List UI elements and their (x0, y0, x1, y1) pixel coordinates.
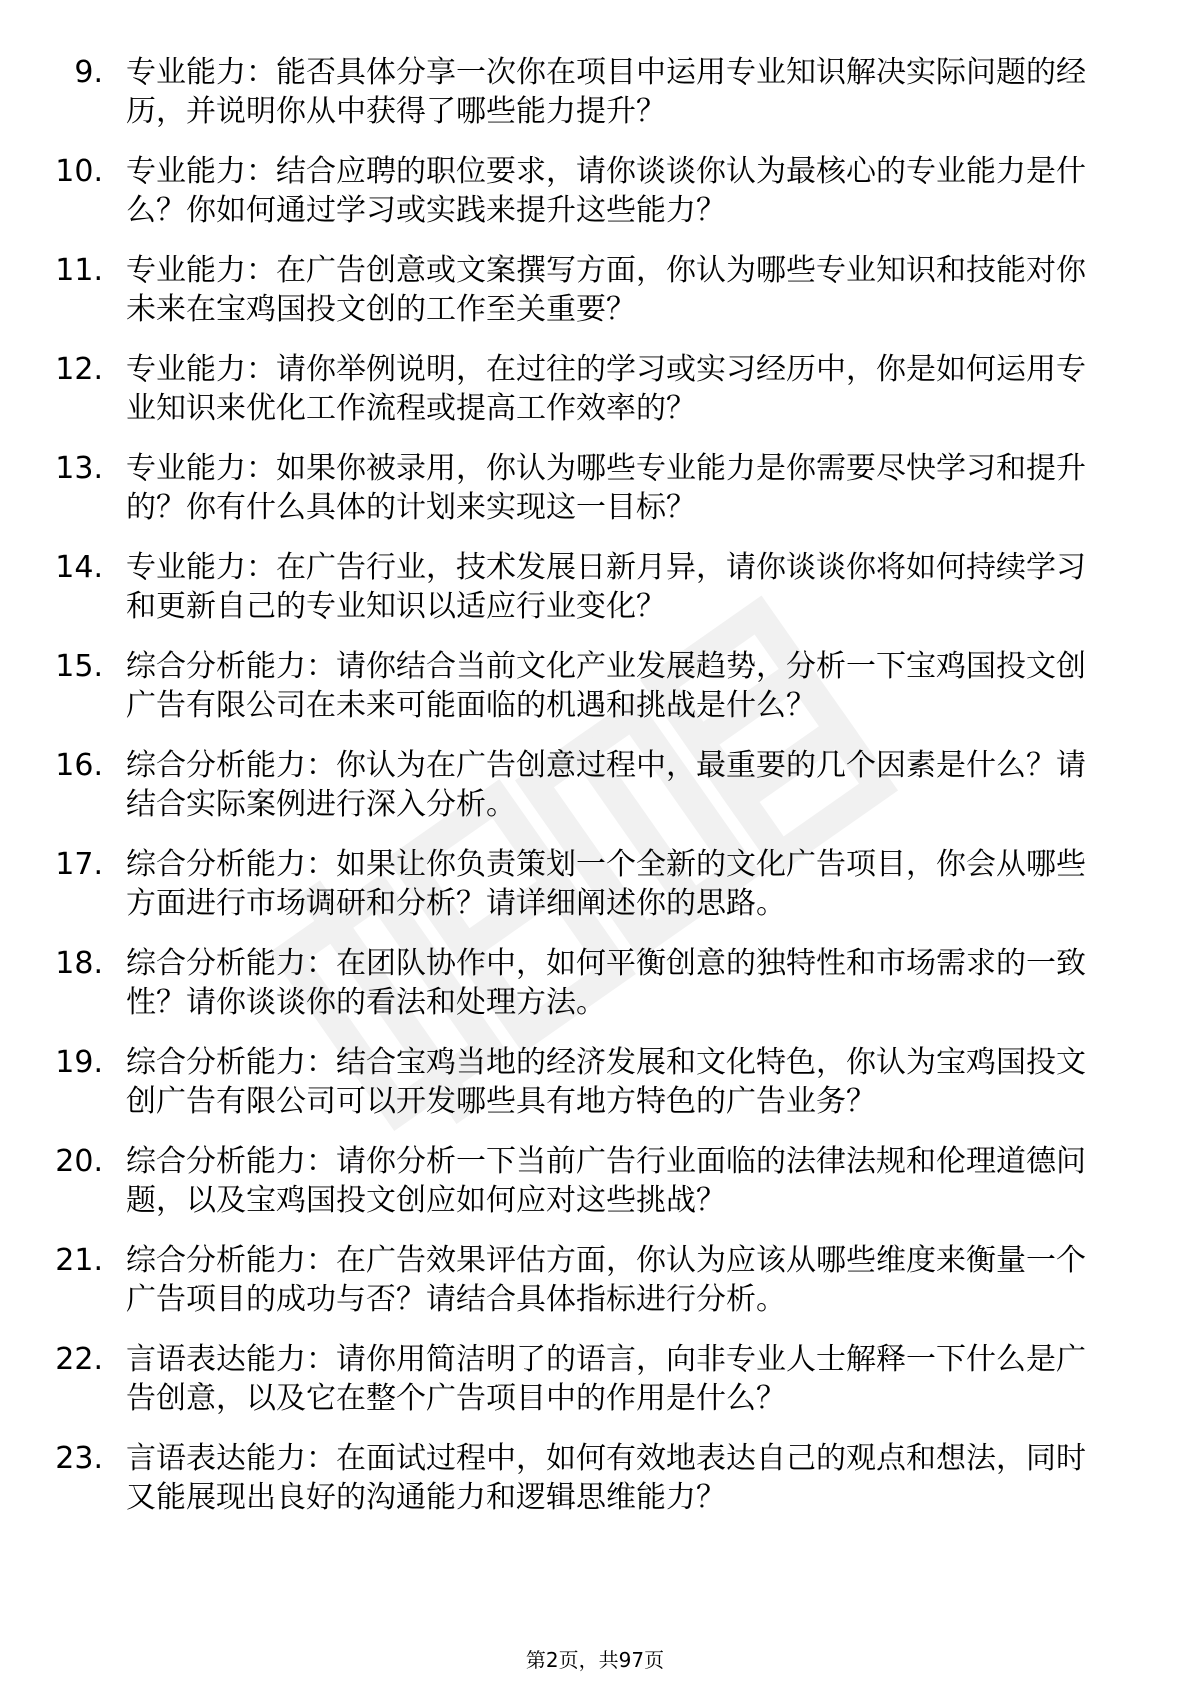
page-number-footer: 第2页，共97页 (525, 1648, 665, 1672)
list-item (0, 1341, 1190, 1418)
question-text: 专业能力：请你举例说明，在过往的学习或实习经历中，你是如何运用专业知识来优化工作流程或提高工作效率的？ (126, 352, 1086, 426)
question-number: 10. (55, 154, 103, 189)
list-item (0, 549, 1190, 626)
question-text: 综合分析能力：你认为在广告创意过程中，最重要的几个因素是什么？请结合实际案例进行深入分析。 (126, 748, 1086, 822)
question-text: 专业能力：在广告创意或文案撰写方面，你认为哪些专业知识和技能对你未来在宝鸡国投文创的工作至关重要？ (126, 253, 1086, 327)
list-item (0, 1242, 1190, 1319)
question-number: 11. (55, 253, 103, 288)
question-number: 13. (55, 451, 103, 486)
list-item (0, 153, 1190, 230)
question-text: 综合分析能力：结合宝鸡当地的经济发展和文化特色，你认为宝鸡国投文创广告有限公司可以开发哪些具有地方特色的广告业务？ (126, 1045, 1086, 1119)
question-list (0, 54, 1190, 1539)
question-text: 专业能力：如果你被录用，你认为哪些专业能力是你需要尽快学习和提升的？你有什么具体的计划来实现这一目标？ (126, 451, 1086, 525)
question-number: 9. (74, 55, 103, 90)
list-item (0, 450, 1190, 527)
list-item (0, 648, 1190, 725)
list-item (0, 846, 1190, 923)
question-number: 15. (55, 649, 103, 684)
question-number: 19. (55, 1045, 103, 1080)
list-item (0, 252, 1190, 329)
question-text: 专业能力：在广告行业，技术发展日新月异，请你谈谈你将如何持续学习和更新自己的专业知识以适应行业变化？ (126, 550, 1086, 624)
list-item (0, 1044, 1190, 1121)
list-item (0, 1143, 1190, 1220)
question-text: 专业能力：能否具体分享一次你在项目中运用专业知识解决实际问题的经历，并说明你从中获得了哪些能力提升？ (126, 55, 1086, 129)
list-item (0, 351, 1190, 428)
list-item (0, 1440, 1190, 1517)
list-item (0, 54, 1190, 131)
question-text: 言语表达能力：在面试过程中，如何有效地表达自己的观点和想法，同时又能展现出良好的沟通能力和逻辑思维能力？ (126, 1441, 1086, 1515)
question-number: 16. (55, 748, 103, 783)
question-text: 综合分析能力：请你分析一下当前广告行业面临的法律法规和伦理道德问题，以及宝鸡国投文创应如何应对这些挑战？ (126, 1144, 1086, 1218)
list-item (0, 945, 1190, 1022)
question-text: 综合分析能力：请你结合当前文化产业发展趋势，分析一下宝鸡国投文创广告有限公司在未来可能面临的机遇和挑战是什么？ (126, 649, 1086, 723)
question-number: 12. (55, 352, 103, 387)
question-text: 综合分析能力：在团队协作中，如何平衡创意的独特性和市场需求的一致性？请你谈谈你的看法和处理方法。 (126, 946, 1086, 1020)
question-number: 23. (55, 1441, 103, 1476)
question-number: 18. (55, 946, 103, 981)
question-number: 17. (55, 847, 103, 882)
question-text: 综合分析能力：在广告效果评估方面，你认为应该从哪些维度来衡量一个广告项目的成功与否？请结合具体指标进行分析。 (126, 1243, 1086, 1317)
list-item (0, 747, 1190, 824)
question-number: 21. (55, 1243, 103, 1278)
question-number: 14. (55, 550, 103, 585)
question-number: 20. (55, 1144, 103, 1179)
question-text: 综合分析能力：如果让你负责策划一个全新的文化广告项目，你会从哪些方面进行市场调研和分析？请详细阐述你的思路。 (126, 847, 1086, 921)
question-text: 专业能力：结合应聘的职位要求，请你谈谈你认为最核心的专业能力是什么？你如何通过学习或实践来提升这些能力？ (126, 154, 1086, 228)
question-number: 22. (55, 1342, 103, 1377)
question-text: 言语表达能力：请你用简洁明了的语言，向非专业人士解释一下什么是广告创意，以及它在整个广告项目中的作用是什么？ (126, 1342, 1086, 1416)
